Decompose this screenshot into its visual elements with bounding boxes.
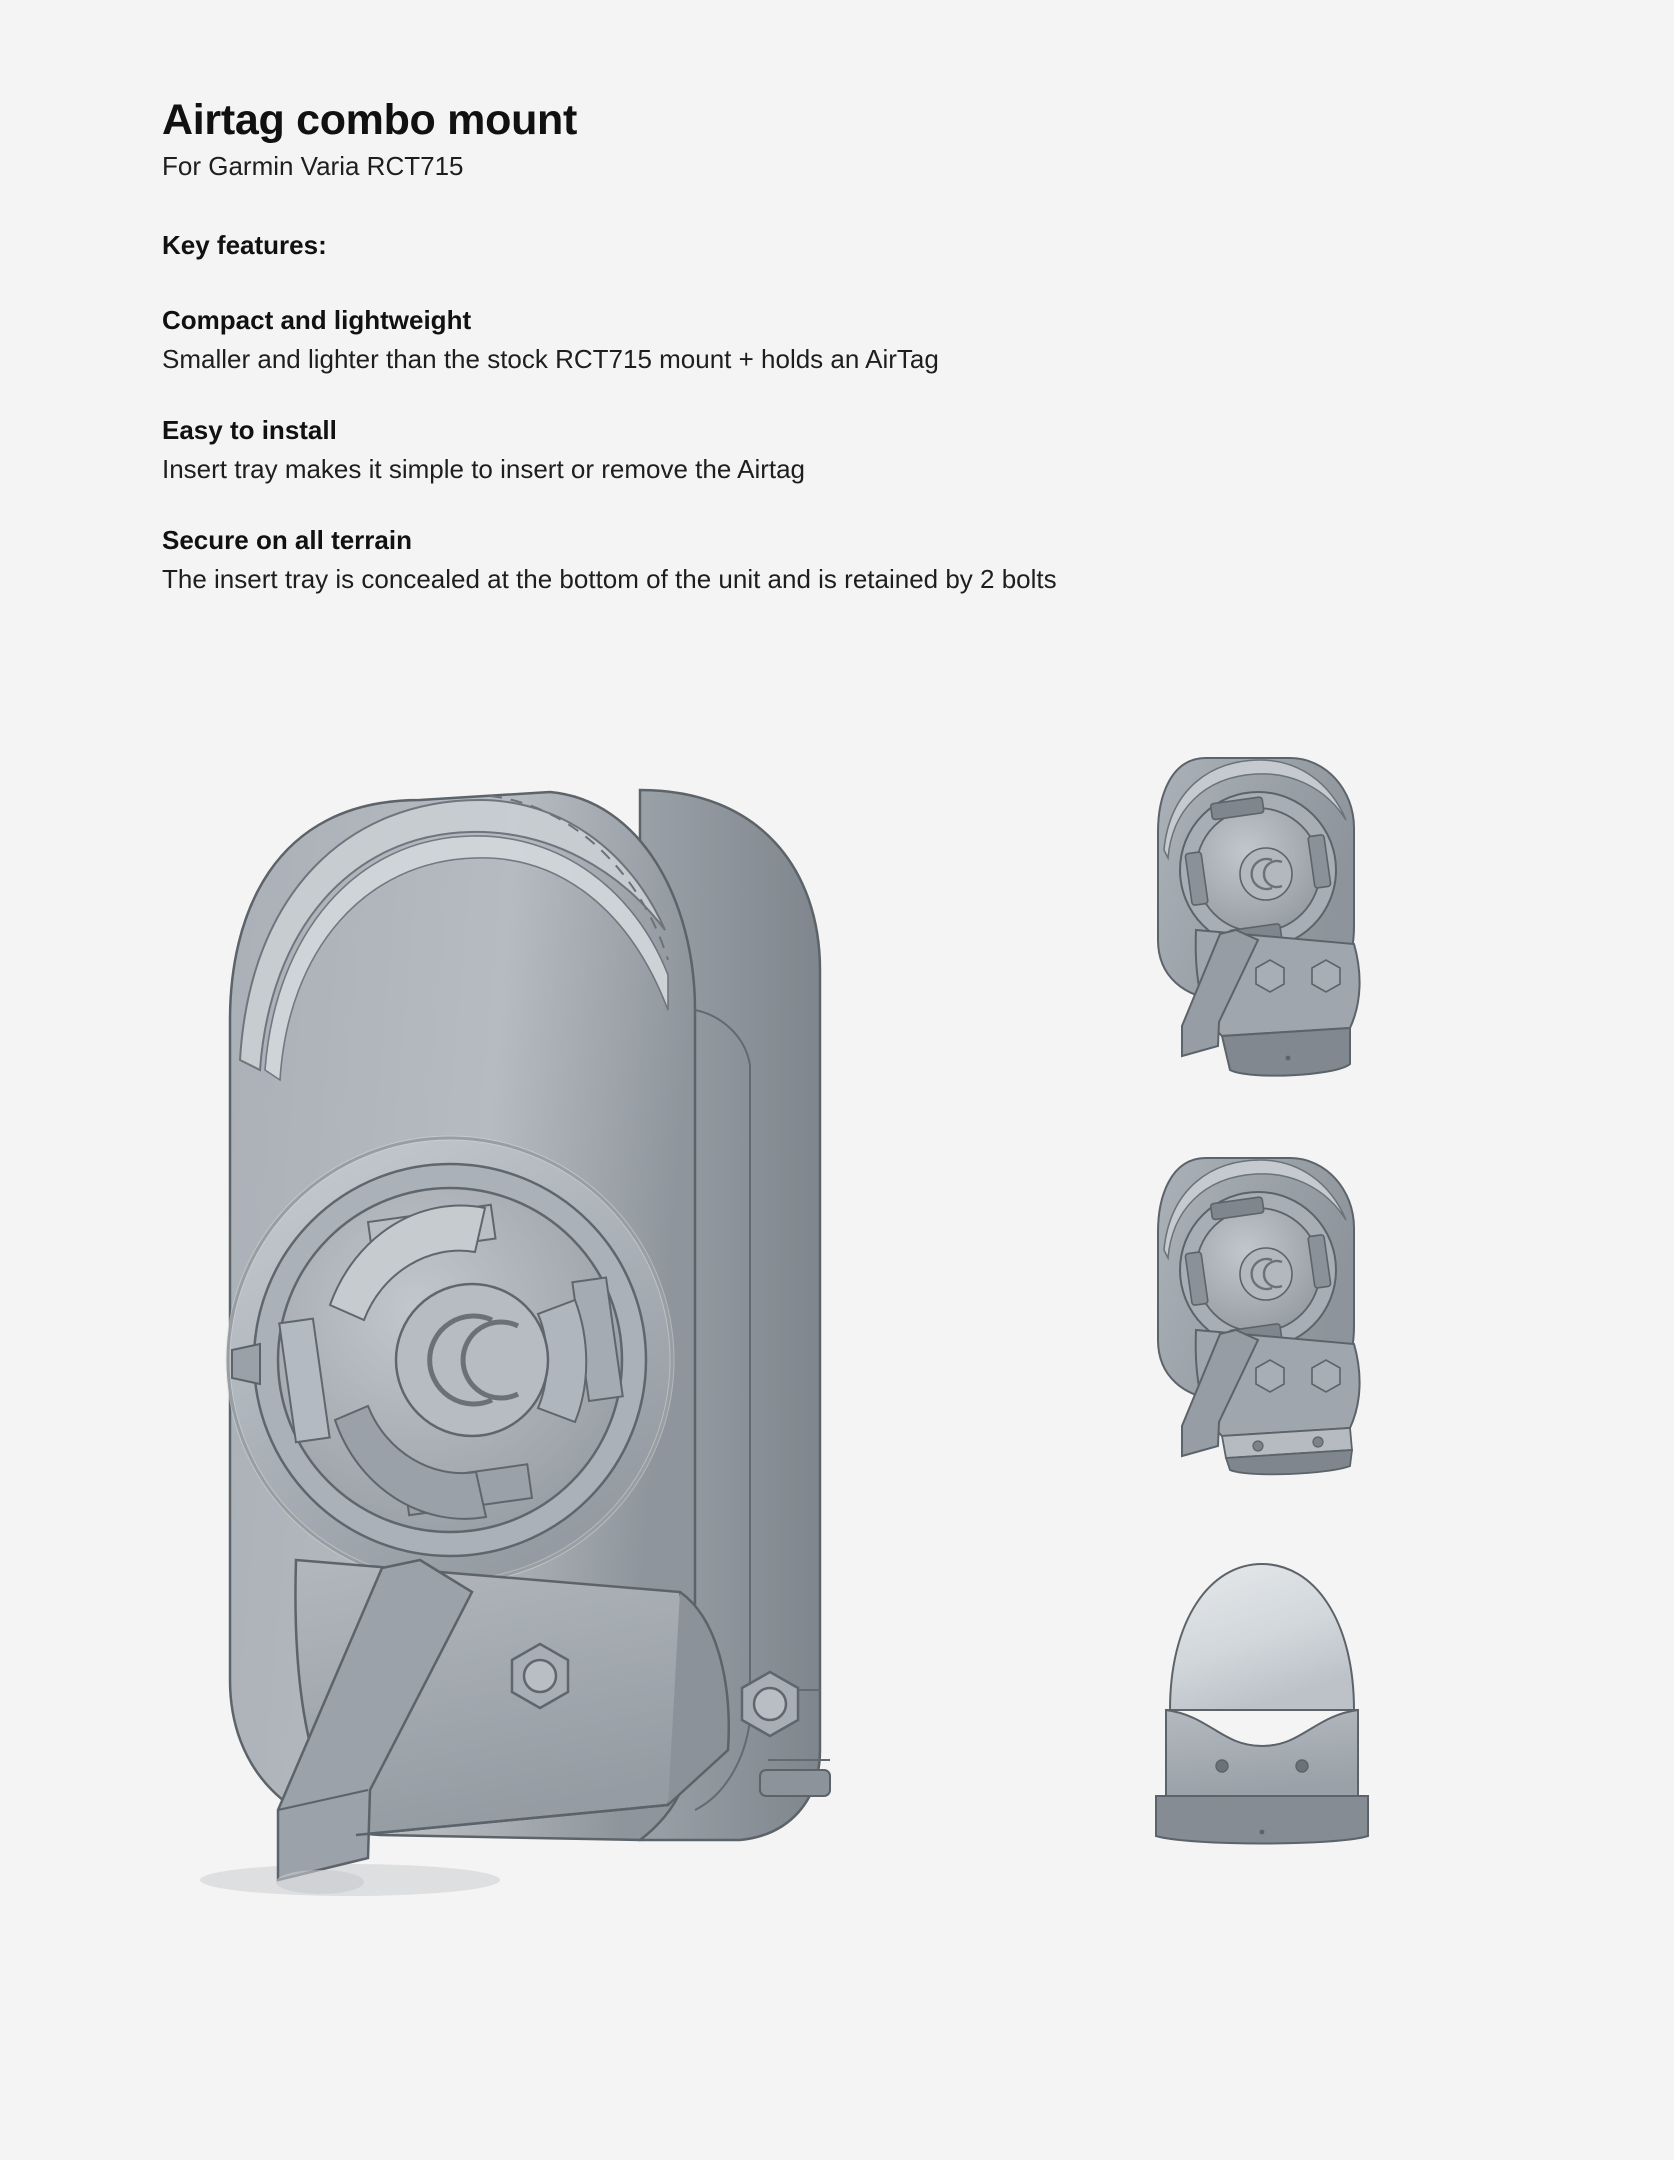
feature-description: Insert tray makes it simple to insert or remove the Airtag xyxy=(162,454,806,484)
feature-title: Compact and lightweight xyxy=(162,305,472,335)
feature-description: The insert tray is concealed at the bottom of the unit and is retained by 2 bolts xyxy=(162,564,1057,594)
thumbnail-column xyxy=(1140,740,1460,1920)
feature-item xyxy=(162,415,1542,485)
render-front-view xyxy=(1140,1540,1440,1920)
feature-item xyxy=(162,525,1542,595)
product-render-gallery xyxy=(0,720,1674,2160)
feature-item xyxy=(162,305,1542,375)
section-heading-key-features: Key features: xyxy=(162,230,327,260)
feature-description: Smaller and lighter than the stock RCT715 mount + holds an AirTag xyxy=(162,344,939,374)
render-top-view-open-tray xyxy=(1140,740,1440,1120)
render-top-view-closed-tray xyxy=(1140,1140,1440,1520)
page-subtitle: For Garmin Varia RCT715 xyxy=(162,151,464,181)
main-product-render xyxy=(120,760,1040,1940)
text-content xyxy=(162,96,1542,635)
page-title: Airtag combo mount xyxy=(162,96,578,144)
feature-title: Secure on all terrain xyxy=(162,525,412,555)
feature-title: Easy to install xyxy=(162,415,337,445)
